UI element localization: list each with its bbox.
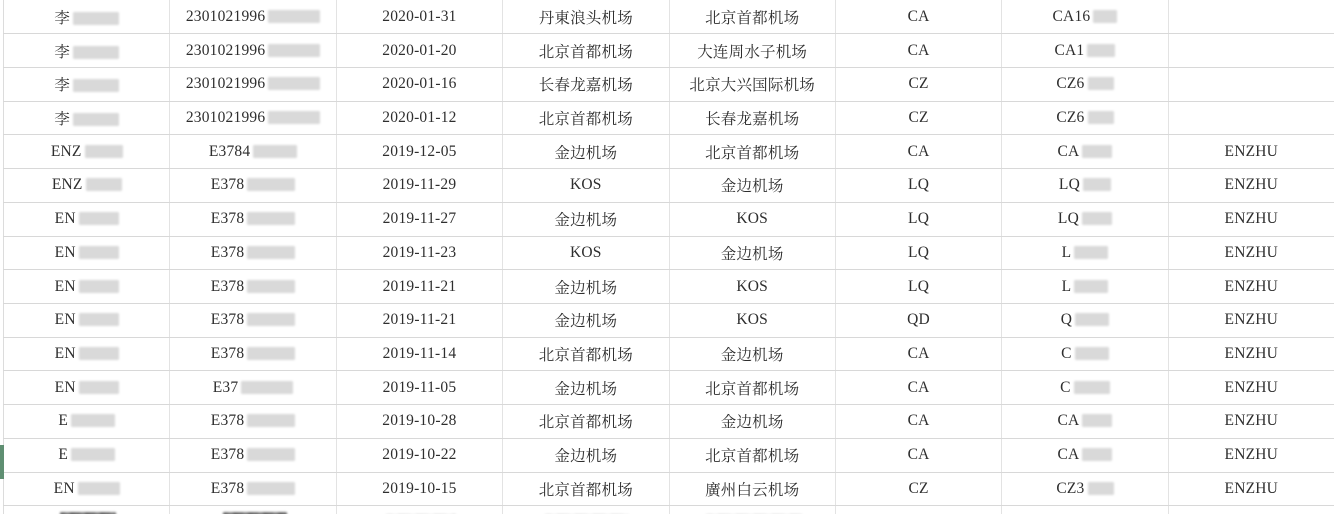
cell-arrival-airport[interactable]: 北京首都机场 (669, 0, 835, 34)
redaction-blur (79, 212, 119, 225)
cell-arrival-airport[interactable]: 北京大兴国际机场 (669, 67, 835, 101)
redaction-blur (247, 246, 295, 259)
cell-name[interactable]: EN (4, 202, 170, 236)
cell-arrival-airport[interactable]: 金边机场 (669, 405, 835, 439)
cell-airline-code[interactable]: CA (835, 135, 1001, 169)
cell-flight-number[interactable]: CA (1002, 135, 1168, 169)
cell-flight-number[interactable]: L (1002, 236, 1168, 270)
cell-date[interactable]: 2019-10-22 (336, 438, 502, 472)
cell-flight-number[interactable]: CA (1002, 438, 1168, 472)
cell-id-number[interactable]: 2301021996 (170, 67, 336, 101)
cell-departure-airport[interactable]: 北京首都机场 (503, 472, 669, 506)
cell-name[interactable]: EN (4, 371, 170, 405)
redaction-blur (1074, 280, 1108, 293)
redaction-blur (71, 414, 115, 427)
redaction-blur (268, 111, 320, 124)
table-row (4, 0, 1334, 34)
redaction-blur (1074, 381, 1110, 394)
cell-arrival-airport[interactable]: KOS (669, 202, 835, 236)
cell-date[interactable]: 2019-11-21 (336, 270, 502, 304)
table-row (4, 438, 1334, 472)
redaction-blur (268, 44, 320, 57)
cell-arrival-airport[interactable]: 大连周水子机场 (669, 34, 835, 68)
cell-passenger-tag[interactable]: ENZHU (1168, 202, 1334, 236)
cell-departure-airport[interactable]: 丹東浪头机场 (503, 0, 669, 34)
redaction-blur (241, 381, 293, 394)
cell-arrival-airport[interactable] (669, 506, 835, 514)
cell-id-number[interactable]: 2301021996 (170, 34, 336, 68)
redaction-blur (1088, 77, 1114, 90)
cell-arrival-airport[interactable]: 金边机场 (669, 169, 835, 203)
cell-name[interactable]: EN (4, 472, 170, 506)
cell-passenger-tag[interactable] (1168, 506, 1334, 514)
cell-departure-airport[interactable]: 金边机场 (503, 303, 669, 337)
cell-name[interactable]: EN (4, 270, 170, 304)
cell-flight-number[interactable]: CZ6 (1002, 101, 1168, 135)
cell-departure-airport[interactable]: 长春龙嘉机场 (503, 67, 669, 101)
cell-flight-number[interactable]: CA16 (1002, 0, 1168, 34)
cell-airline-code[interactable]: LQ (835, 202, 1001, 236)
cell-arrival-airport[interactable]: 北京首都机场 (669, 438, 835, 472)
cell-airline-code[interactable]: CZ (835, 472, 1001, 506)
cell-id-number[interactable]: E378 (170, 405, 336, 439)
cell-departure-airport[interactable]: KOS (503, 169, 669, 203)
cell-flight-number[interactable]: CA (1002, 405, 1168, 439)
table-row (4, 202, 1334, 236)
cell-departure-airport[interactable]: 北京首都机场 (503, 337, 669, 371)
cell-departure-airport[interactable]: 金边机场 (503, 438, 669, 472)
cell-date[interactable]: 2019-10-28 (336, 405, 502, 439)
redaction-blur (1082, 212, 1112, 225)
cell-name[interactable]: ENZ (4, 135, 170, 169)
cell-name[interactable]: 李 (4, 101, 170, 135)
cell-id-number[interactable]: E378 (170, 270, 336, 304)
cell-airline-code[interactable]: CZ (835, 67, 1001, 101)
redaction-blur (253, 145, 297, 158)
redaction-blur (268, 77, 320, 90)
cell-airline-code[interactable]: CA (835, 405, 1001, 439)
cell-arrival-airport[interactable]: 北京首都机场 (669, 135, 835, 169)
flight-records-table (3, 0, 1334, 514)
cell-date[interactable]: 2020-01-12 (336, 101, 502, 135)
cell-arrival-airport[interactable]: KOS (669, 270, 835, 304)
redaction-blur (73, 46, 119, 59)
redaction-blur (73, 12, 119, 25)
cell-departure-airport[interactable]: KOS (503, 236, 669, 270)
cell-arrival-airport[interactable]: 北京首都机场 (669, 371, 835, 405)
cell-date[interactable]: 2019-12-05 (336, 135, 502, 169)
cell-passenger-tag[interactable]: ENZHU (1168, 337, 1334, 371)
cell-name[interactable]: E (4, 438, 170, 472)
cell-id-number[interactable]: E378 (170, 169, 336, 203)
cell-flight-number[interactable]: LQ (1002, 202, 1168, 236)
cell-arrival-airport[interactable]: 金边机场 (669, 337, 835, 371)
cell-departure-airport[interactable]: 金边机场 (503, 371, 669, 405)
cell-departure-airport[interactable]: 金边机场 (503, 270, 669, 304)
cell-date[interactable] (336, 506, 502, 514)
cell-airline-code[interactable]: CA (835, 337, 1001, 371)
cell-flight-number[interactable]: CZ3 (1002, 472, 1168, 506)
cell-passenger-tag[interactable]: ENZHU (1168, 438, 1334, 472)
cell-departure-airport[interactable]: 金边机场 (503, 202, 669, 236)
cell-airline-code[interactable]: CA (835, 438, 1001, 472)
redaction-blur (86, 178, 122, 191)
redaction-blur (1087, 44, 1115, 57)
redaction-blur (268, 10, 320, 23)
table-row (4, 337, 1334, 371)
cell-id-number[interactable]: 2301021996 (170, 101, 336, 135)
redaction-blur (79, 381, 119, 394)
cell-airline-code[interactable]: LQ (835, 270, 1001, 304)
redaction-blur (1083, 178, 1111, 191)
cell-id-number[interactable]: E378 (170, 337, 336, 371)
cell-passenger-tag[interactable] (1168, 0, 1334, 34)
cell-flight-number[interactable]: LQ (1002, 169, 1168, 203)
table-row (4, 34, 1334, 68)
cell-departure-airport[interactable]: 北京首都机场 (503, 101, 669, 135)
redaction-blur (1088, 482, 1114, 495)
cell-flight-number[interactable]: CZ6 (1002, 67, 1168, 101)
cell-name[interactable]: 李 (4, 34, 170, 68)
flight-records-table-body (4, 0, 1334, 514)
cell-arrival-airport[interactable]: 金边机场 (669, 236, 835, 270)
cell-date[interactable]: 2019-10-15 (336, 472, 502, 506)
table-row (4, 169, 1334, 203)
redaction-blur (79, 347, 119, 360)
table-row (4, 101, 1334, 135)
cell-airline-code[interactable]: LQ (835, 169, 1001, 203)
table-row (4, 67, 1334, 101)
cell-passenger-tag[interactable]: ENZHU (1168, 236, 1334, 270)
cell-departure-airport[interactable] (503, 506, 669, 514)
table-row (4, 135, 1334, 169)
cell-airline-code[interactable] (835, 506, 1001, 514)
redaction-blur (1082, 414, 1112, 427)
cell-date[interactable]: 2020-01-20 (336, 34, 502, 68)
cell-date[interactable]: 2019-11-05 (336, 371, 502, 405)
cell-name[interactable]: 李 (4, 0, 170, 34)
redaction-blur (1093, 10, 1117, 23)
cell-departure-airport[interactable]: 北京首都机场 (503, 34, 669, 68)
redaction-blur (85, 145, 123, 158)
redaction-blur (1074, 246, 1108, 259)
cell-date[interactable]: 2019-11-23 (336, 236, 502, 270)
cell-flight-number[interactable]: C (1002, 371, 1168, 405)
cell-arrival-airport[interactable]: 廣州白云机场 (669, 472, 835, 506)
redaction-blur (1082, 448, 1112, 461)
table-row (4, 405, 1334, 439)
cell-name[interactable]: EN (4, 303, 170, 337)
redaction-blur (1088, 111, 1114, 124)
redaction-blur (73, 113, 119, 126)
cell-airline-code[interactable]: CA (835, 0, 1001, 34)
cell-flight-number[interactable] (1002, 506, 1168, 514)
cell-date[interactable]: 2019-11-14 (336, 337, 502, 371)
cell-airline-code[interactable]: CA (835, 34, 1001, 68)
table-row (4, 270, 1334, 304)
cell-passenger-tag[interactable] (1168, 101, 1334, 135)
cell-date[interactable]: 2019-11-29 (336, 169, 502, 203)
table-row (4, 236, 1334, 270)
cell-flight-number[interactable]: CA1 (1002, 34, 1168, 68)
cell-passenger-tag[interactable]: ENZHU (1168, 169, 1334, 203)
cell-airline-code[interactable]: CA (835, 371, 1001, 405)
cell-id-number[interactable]: 2301021996 (170, 0, 336, 34)
cell-flight-number[interactable]: C (1002, 337, 1168, 371)
cell-passenger-tag[interactable]: ENZHU (1168, 405, 1334, 439)
cell-id-number[interactable]: E37 (170, 371, 336, 405)
cell-passenger-tag[interactable]: ENZHU (1168, 303, 1334, 337)
cell-id-number[interactable]: E378 (170, 303, 336, 337)
cell-passenger-tag[interactable]: ENZHU (1168, 135, 1334, 169)
table-row (4, 303, 1334, 337)
redaction-blur (79, 313, 119, 326)
selected-row-indicator (0, 445, 4, 479)
cell-name[interactable]: EN (4, 236, 170, 270)
cell-id-number[interactable]: E378 (170, 202, 336, 236)
redaction-blur (1082, 145, 1112, 158)
cell-passenger-tag[interactable]: ENZHU (1168, 472, 1334, 506)
partial-table-row (4, 506, 1334, 514)
cell-arrival-airport[interactable]: 长春龙嘉机场 (669, 101, 835, 135)
cell-flight-number[interactable]: Q (1002, 303, 1168, 337)
cell-passenger-tag[interactable] (1168, 67, 1334, 101)
cell-date[interactable]: 2020-01-31 (336, 0, 502, 34)
cell-name[interactable]: ENZ (4, 169, 170, 203)
redaction-blur (247, 178, 295, 191)
redaction-blur (73, 79, 119, 92)
cell-departure-airport[interactable]: 北京首都机场 (503, 405, 669, 439)
table-row (4, 472, 1334, 506)
redaction-blur (78, 482, 120, 495)
cell-id-number[interactable]: E378 (170, 438, 336, 472)
redaction-blur (247, 414, 295, 427)
cell-id-number[interactable] (170, 506, 336, 514)
redaction-blur (1075, 347, 1109, 360)
cell-name[interactable] (4, 506, 170, 514)
cell-passenger-tag[interactable]: ENZHU (1168, 371, 1334, 405)
redaction-blur (1075, 313, 1109, 326)
cell-arrival-airport[interactable]: KOS (669, 303, 835, 337)
cell-airline-code[interactable]: CZ (835, 101, 1001, 135)
cell-date[interactable]: 2020-01-16 (336, 67, 502, 101)
redaction-blur (79, 280, 119, 293)
redaction-blur (247, 212, 295, 225)
redaction-blur (247, 280, 295, 293)
redaction-blur (247, 347, 295, 360)
cell-passenger-tag[interactable]: ENZHU (1168, 270, 1334, 304)
cell-date[interactable]: 2019-11-21 (336, 303, 502, 337)
cell-name[interactable]: 李 (4, 67, 170, 101)
cell-passenger-tag[interactable] (1168, 34, 1334, 68)
cell-name[interactable]: E (4, 405, 170, 439)
cell-id-number[interactable]: E378 (170, 236, 336, 270)
cell-date[interactable]: 2019-11-27 (336, 202, 502, 236)
cell-id-number[interactable]: E3784 (170, 135, 336, 169)
redaction-blur (247, 448, 295, 461)
table-row (4, 371, 1334, 405)
cell-departure-airport[interactable]: 金边机场 (503, 135, 669, 169)
cell-flight-number[interactable]: L (1002, 270, 1168, 304)
cell-id-number[interactable]: E378 (170, 472, 336, 506)
cell-airline-code[interactable]: QD (835, 303, 1001, 337)
redaction-blur (71, 448, 115, 461)
cell-name[interactable]: EN (4, 337, 170, 371)
redaction-blur (247, 482, 295, 495)
redaction-blur (247, 313, 295, 326)
cell-airline-code[interactable]: LQ (835, 236, 1001, 270)
redaction-blur (79, 246, 119, 259)
